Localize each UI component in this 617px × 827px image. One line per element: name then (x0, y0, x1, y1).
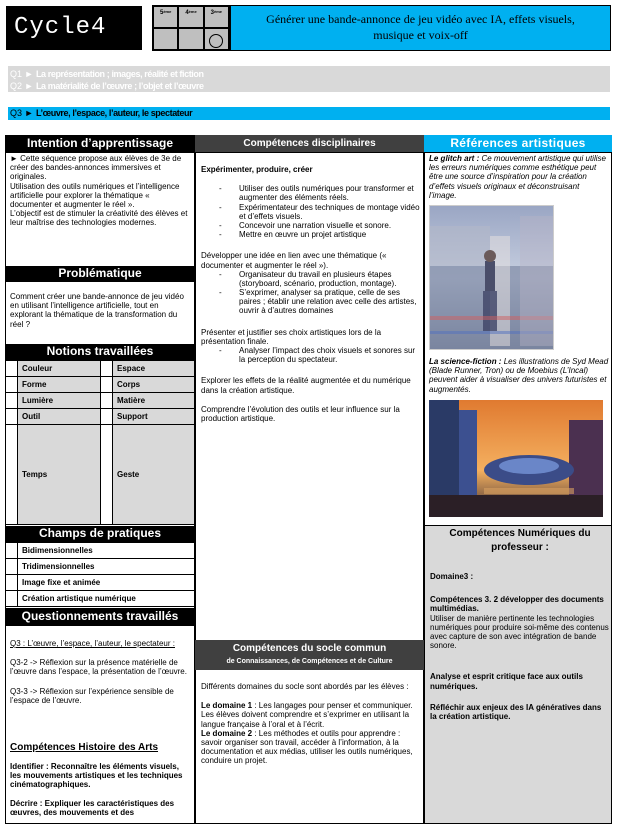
checkbox[interactable] (6, 409, 18, 425)
intention-text: ► Cette séquence propose aux élèves de 3e de créer des bandes-annonces immersives et originales. Utilisation des outils numériques et l’intelligence artificielle pour explorer la thématique « documenter et augmenter le réel ». L’objectif est de stimuler la créativité des élèves et leur maîtrise des technologies modernes. (10, 154, 188, 228)
notions-table (5, 360, 195, 525)
level-5: 5 ème (153, 6, 178, 28)
checkbox[interactable] (6, 377, 18, 393)
glitch-art-image (429, 205, 554, 350)
circle-icon (209, 34, 223, 48)
notion-cell: Temps (18, 425, 101, 525)
level-3-box (204, 28, 229, 50)
table-row (6, 425, 195, 525)
question-q2: Q2 ► La matérialité de l’œuvre ; l’objet et l’œuvre (10, 81, 204, 91)
notion-cell: Geste (113, 425, 195, 525)
table-row (6, 393, 195, 409)
histoire-text: Identifier : Reconnaître les éléments visuels, les mouvements artistiques et les techniques cinématographiques. Décrire : Expliquer les caractéristiques des œuvres, des mouvements et des (10, 762, 183, 817)
socle-heading: Compétences du socle commun de Connaissances, de Compétences et de Culture (195, 640, 424, 670)
notion-cell: Espace (113, 361, 195, 377)
questionnements-text: Q3 : L’œuvre, l’espace, l’auteur, le spectateur : Q3-2 -> Réflexion sur la présence matérielle de l’œuvre dans l’espace, la présentation de l’œuvre. Q3-3 -> Réflexion sur l’expérience sensible de l’espace de l’œuvre. (10, 639, 187, 705)
question-q1: Q1 ► La représentation ; images, réalité et fiction (10, 69, 204, 79)
list-item: - Concevoir une narration visuelle et sonore. (201, 221, 420, 230)
checkbox[interactable] (101, 361, 113, 377)
checkbox[interactable] (101, 377, 113, 393)
list-item: - Expérimentateur des techniques de montage vidéo et d’effets visuels. (201, 203, 420, 221)
notion-cell: Corps (113, 377, 195, 393)
scifi-reference: La science-fiction : Les illustrations de Syd Mead (Blade Runner, Tron) ou de Moebius (L’Incal) peuvent aider à visualiser des univers futuristes et augmentés. (429, 357, 609, 394)
disciplinaires-text: Expérimenter, produire, créer - Utiliser des outils numériques pour transformer et augmenter des éléments réels. - Expérimentateur des techniques de montage vidéo et d’effets visuels. - Concevoir une narration visuelle et sonore. - Mettre en œuvre un projet artistique Développer une idée en lien avec une thématique (« documenter et augmenter le réel »). - Organisateur du travail en plusieurs étapes (storyboard, scénario, production, montage). - S’exprimer, analyser sa pratique, celle de ses paires ; établir une relation avec celle des artistes, ouvrir à d’autres domaines Présenter et justifier ses choix artistiques lors de la présentation finale. - Analyser l’impact des choix visuels et sonores sur la perception du spectateur. Explorer les effets de la réalité augmentée et du numérique dans la création artistique. Comprendre l’évolution des outils et leur influence sur la production artistique. (201, 165, 420, 423)
scifi-image (429, 400, 603, 517)
checkbox[interactable] (6, 425, 18, 525)
checkbox[interactable] (6, 559, 18, 575)
checkbox[interactable] (6, 393, 18, 409)
notion-cell: Couleur (18, 361, 101, 377)
pratique-cell: Création artistique numérique (18, 591, 195, 607)
table-row (6, 559, 195, 575)
notion-cell: Forme (18, 377, 101, 393)
level-4: 4 ème (178, 6, 203, 28)
table-row (6, 575, 195, 591)
scifi-illustration (429, 400, 603, 517)
skills-list (201, 270, 420, 316)
checkbox[interactable] (6, 591, 18, 607)
table-row (6, 409, 195, 425)
references-heading: Références artistiques (424, 135, 612, 152)
cycle-logo (6, 6, 142, 50)
glitch-reference: Le glitch art : Ce mouvement artistique qui utilise les erreurs numériques comme esthétique peut être une source d’inspiration pour la création d’effets visuels originaux et déconstruisant l’image. (429, 154, 606, 200)
list-item: - Organisateur du travail en plusieurs étapes (storyboard, scénario, production, montage). (201, 270, 420, 288)
list-item: - Analyser l’impact des choix visuels et sonores sur la perception du spectateur. (201, 346, 420, 364)
list-item: - S’exprimer, analyser sa pratique, celle de ses paires ; établir une relation avec celle des artistes, ouvrir à d’autres domaines (201, 288, 420, 316)
notion-cell: Matière (113, 393, 195, 409)
level-4-box (178, 28, 203, 50)
questions-greyed (8, 66, 610, 92)
checkbox[interactable] (6, 543, 18, 559)
pratiques-heading: Champs de pratiques (5, 526, 195, 542)
notions-heading: Notions travaillées (5, 344, 195, 360)
table-row (6, 377, 195, 393)
intention-heading: Intention d’apprentissage (5, 135, 195, 152)
logo-text: Cycle4 (14, 14, 107, 42)
table-row (6, 543, 195, 559)
pratique-cell: Tridimensionnelles (18, 559, 195, 575)
questionnements-heading: Questionnements travaillés (5, 608, 195, 626)
notion-cell: Lumière (18, 393, 101, 409)
socle-text: Différents domaines du socle sont abordés par les élèves : Le domaine 1 : Les langages pour penser et communiquer. Les élèves doivent comprendre et s’exprimer en utilisant la langue française à l’oral et à l’écrit. Le domaine 2 : Les méthodes et outils pour apprendre : savoir organiser son travail, accéder à l’information, à la documentation et aux médias, utiliser les outils numériques, conduire un projet. (201, 682, 413, 766)
numeric-text: Domaine3 : Compétences 3. 2 développer des documents multimédias. Utiliser de manière pertinente les technologies numériques pour produire soi-même des contenus avec capture de son avec intégration de bande sonore. Analyse et esprit critique face aux outils numériques. Réfléchir aux enjeux des IA génératives dans la création artistique. (430, 572, 609, 721)
numeric-heading: Compétences Numériques du professeur : (449, 528, 591, 553)
problematique-heading: Problématique (5, 266, 195, 282)
table-row (6, 591, 195, 607)
question-q3: Q3 ► L’œuvre, l’espace, l’auteur, le spectateur (8, 107, 610, 120)
notion-cell: Support (113, 409, 195, 425)
skills-list (201, 346, 420, 364)
level-grid (152, 5, 230, 51)
histoire-heading: Compétences Histoire des Arts (10, 742, 159, 753)
level-5-box (153, 28, 178, 50)
skills-list (201, 184, 420, 239)
notion-cell: Outil (18, 409, 101, 425)
list-item: - Utiliser des outils numériques pour transformer et augmenter des éléments réels. (201, 184, 420, 202)
checkbox[interactable] (6, 361, 18, 377)
checkbox[interactable] (6, 575, 18, 591)
checkbox[interactable] (101, 425, 113, 525)
table-row (6, 361, 195, 377)
disciplinaires-heading: Compétences disciplinaires (195, 135, 424, 152)
pratiques-table (5, 542, 195, 607)
level-3: 3 ème (204, 6, 229, 28)
pratique-cell: Image fixe et animée (18, 575, 195, 591)
checkbox[interactable] (101, 409, 113, 425)
pratique-cell: Bidimensionnelles (18, 543, 195, 559)
glitch-art-illustration (430, 206, 554, 350)
list-item: - Mettre en œuvre un projet artistique (201, 230, 420, 239)
checkbox[interactable] (101, 393, 113, 409)
problematique-text: Comment créer une bande-annonce de jeu vidéo en utilisant l’intelligence artificielle, tout en explorant la thématique de la transformation du réel ? (10, 292, 184, 329)
page-title: Générer une bande-annonce de jeu vidéo avec IA, effets visuels, musique et voix-off (230, 5, 611, 51)
